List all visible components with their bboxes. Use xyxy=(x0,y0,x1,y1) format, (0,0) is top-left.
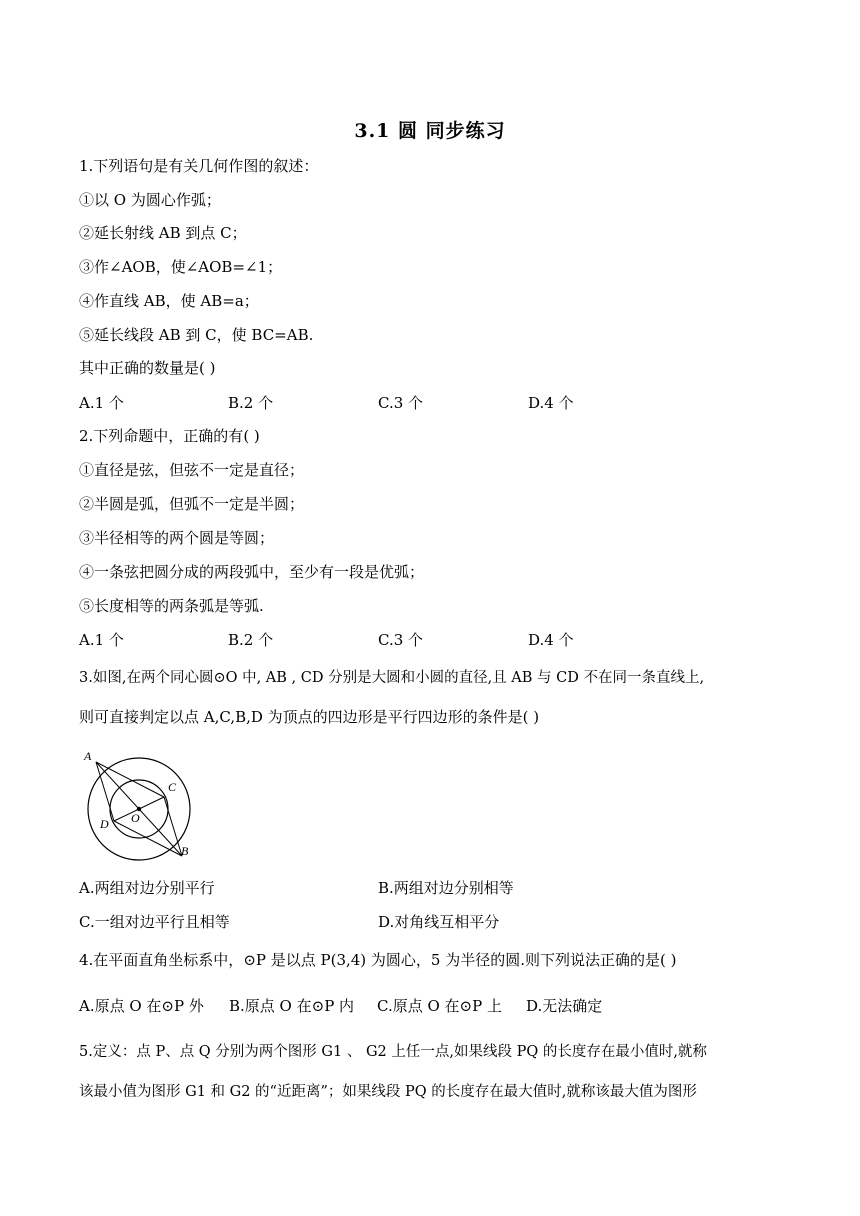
q1-option-c: C.3 个 xyxy=(378,394,424,412)
q1-option-b: B.2 个 xyxy=(228,394,274,412)
page-title: 3.1 圆 同步练习 xyxy=(354,120,506,142)
q5-line1: 5.定义：点 P、点 Q 分别为两个图形 G1 、 G2 上任一点,如果线段 PQ 的长度存在最小值时,就称 xyxy=(79,1044,707,1060)
q1-item-5: ⑤延长线段 AB 到 C，使 BC=AB. xyxy=(79,326,314,344)
q2-item-1: ①直径是弦，但弦不一定是直径； xyxy=(79,461,305,479)
q5-line2: 该最小值为图形 G1 和 G2 的“近距离”；如果线段 PQ 的长度存在最大值时,就称该最大值为图形 xyxy=(79,1084,697,1100)
q4-option-b: B.原点 O 在⊙P 内 xyxy=(229,997,355,1015)
q2-item-5: ⑤长度相等的两条弧是等弧. xyxy=(79,597,264,615)
q1-option-a: A.1 个 xyxy=(79,394,124,412)
q2-item-4: ④一条弦把圆分成的两段弧中，至少有一段是优弧； xyxy=(79,563,425,581)
q1-item-4: ④作直线 AB，使 AB=a； xyxy=(79,292,259,310)
q3-option-c: C.一组对边平行且相等 xyxy=(79,913,230,931)
q2-option-b: B.2 个 xyxy=(228,631,274,649)
q1-item-3: ③作∠AOB，使∠AOB=∠1； xyxy=(79,258,283,276)
label-c: C xyxy=(168,780,177,794)
label-o: O xyxy=(131,811,140,825)
q3-stem-line2: 则可直接判定以点 A,C,B,D 为顶点的四边形是平行四边形的条件是( ) xyxy=(79,708,540,726)
q2-option-d: D.4 个 xyxy=(528,631,574,649)
q2-item-2: ②半圆是弧，但弧不一定是半圆； xyxy=(79,495,305,513)
q4-stem: 4.在平面直角坐标系中，⊙P 是以点 P(3,4) 为圆心，5 为半径的圆.则下列说法正确的是( ) xyxy=(79,951,677,969)
label-b: B xyxy=(181,844,189,858)
label-d: D xyxy=(100,817,109,831)
q4-option-c: C.原点 O 在⊙P 上 xyxy=(377,997,502,1015)
q2-item-3: ③半径相等的两个圆是等圆； xyxy=(79,529,275,547)
q3-option-a: A.两组对边分别平行 xyxy=(79,879,215,897)
concentric-circles-figure xyxy=(76,744,206,862)
label-a: A xyxy=(84,749,92,763)
side-ac xyxy=(96,762,164,797)
q1-item-2: ②延长射线 AB 到点 C； xyxy=(79,224,247,242)
q3-stem-line1: 3.如图,在两个同心圆⊙O 中, AB , CD 分别是大圆和小圆的直径,且 AB 与 CD 不在同一条直线上, xyxy=(79,670,705,686)
q4-option-a: A.原点 O 在⊙P 外 xyxy=(79,997,204,1015)
q3-option-d: D.对角线互相平分 xyxy=(378,913,500,931)
q4-option-d: D.无法确定 xyxy=(526,997,603,1015)
q2-option-a: A.1 个 xyxy=(79,631,124,649)
q1-question: 其中正确的数量是( ) xyxy=(79,359,216,377)
q1-option-d: D.4 个 xyxy=(528,394,574,412)
q1-item-1: ①以 O 为圆心作弧； xyxy=(79,191,221,209)
q1-stem: 1.下列语句是有关几何作图的叙述： xyxy=(79,157,319,175)
q2-option-c: C.3 个 xyxy=(378,631,424,649)
side-bd xyxy=(114,821,182,856)
q2-stem: 2.下列命题中，正确的有( ) xyxy=(79,427,260,445)
q3-option-b: B.两组对边分别相等 xyxy=(378,879,514,897)
